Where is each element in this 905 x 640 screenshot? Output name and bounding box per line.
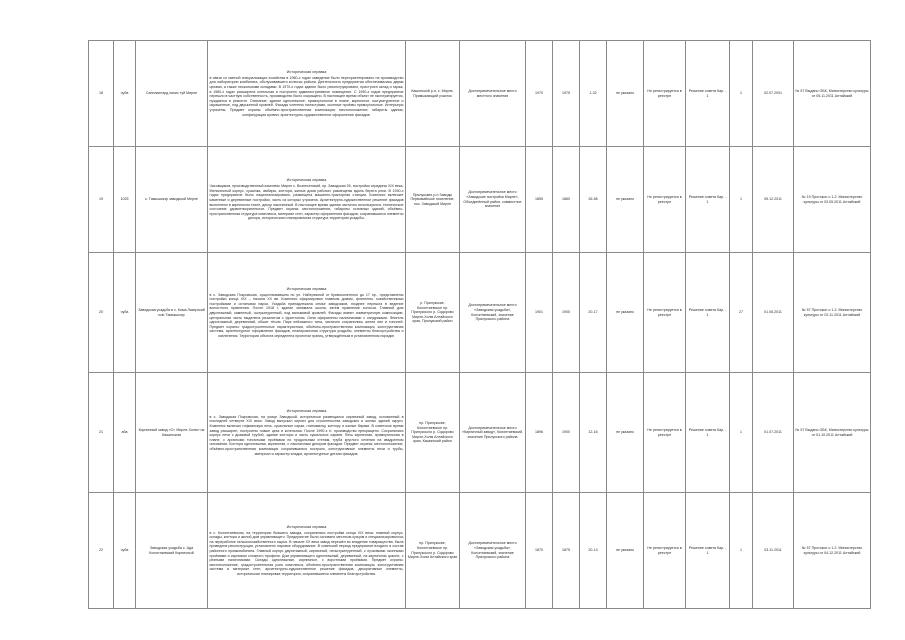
decision-reference-cell: Решение совета Кар. - 1 [686,41,730,147]
registry-code-cell: чуба [114,493,136,609]
description-heading: Историческая справка [286,524,327,529]
object-location-cell: Кашинский р-н, с. Мирле, Примыкающий участок [406,41,460,147]
protection-status-cell: Не регистрируется в реестре [644,373,686,493]
object-description-cell [208,373,406,493]
document-count-cell: 1 [730,373,753,493]
registry-code-cell: 1025 [114,147,136,253]
object-status-cell: не указано [607,253,644,373]
object-description-cell [208,147,406,253]
construction-year-start-cell: 1970 [526,41,553,147]
construction-year-start-cell: 1855 [526,147,553,253]
object-status-cell: не указано [607,41,644,147]
decision-date-cell: 01.08.2011 [753,253,794,373]
document-reference-cell: № 57 Протокол о 1-2. Министерство культуры от 02.11.2011 Алтайский [794,253,871,373]
description-text: в с. Заводская Покровская, существовавшем по ул. Набережной от Кривоколенного до 17 пр., представлены постройки конца XIX – начала XX вв. Комплекс сформирован главным домом, флигелем, хозяйственными постройками и остатками парка. Усадьба принадлежала семье заводчиков, позднее перешла в ведение волостного правления. После 1918 г. здание занимала школа, затем правление колхоза. Главный дом двухэтажный, каменный, оштукатуренный, под вальмовой кровлей. Фасады имеют симметричную композицию, центральная часть выделена ризалитом с фронтоном. Окна оформлены наличниками с сандриками. Флигель одноэтажный, деревянный, обшит тёсом. Парк пейзажного типа, частично сохранились аллеи лип и тополей. Предмет охраны: градостроительные характеристики, объёмно-пространственная композиция, конструктивная система, архитектурное оформление фасадов, планировочная структура усадьбы, элементы благоустройства и озеленения. Территория объекта определена проектом границ, утверждённым в установленном порядке. [209,292,404,338]
row-number-cell: 19 [89,147,114,253]
protection-status-cell: Не регистрируется в реестре [644,493,686,609]
description-text: в с. Колонтаевском, на территории бывшего завода, сохранились постройки конца XIX века: главный корпус, склады, контора и жилой дом управляющего. Предприятие было основано местным купцом и специализировалось на переработке сельскохозяйственного сырья. В начале XX века завод перешёл во владение товарищества, была проведена реконструкция, установлено паровое оборудование. В советский период предприятие входило в состав районного промкомбината. Главный корпус двухэтажный, кирпичный, неоштукатуренный, с лучковыми оконными проёмами и карнизом сложного профиля. Дом управляющего одноэтажный, деревянный, на кирпичном цоколе, с резными наличниками. Склады одноэтажные, кирпичные, с воротными проёмами. Предмет охраны: местоположение, градостроительная роль комплекса, объёмно-пространственная композиция, конструктивная система и материал стен, архитектурно-художественное решение фасадов, декоративные элементы, историческая планировка территории, сохранившиеся элементы благоустройства. [209,530,404,576]
object-type-code-cell: 20-17 [580,253,607,373]
object-category-cell: Достопримечательное место «Кирпичный завод», Колонтаевский, значение Прилукского района [460,373,526,493]
table-row [89,373,871,493]
document-count-cell: 1 [730,41,753,147]
protection-status-cell: Не регистрируется в реестре [644,41,686,147]
construction-year-end-cell: 1860 [553,147,580,253]
decision-date-cell: 05.12.2011 [753,147,794,253]
decision-reference-cell: Решение совета Кар. - 1 [686,373,730,493]
document-count-cell: 1 [730,147,753,253]
object-status-cell: не указано [607,493,644,609]
description-heading: Историческая справка [286,69,327,74]
object-location-cell: пр. Прилукские, Колонтаевское пр. Прилукского р. Сидорово Мирле-Холм Алтайского края [406,493,460,609]
document-reference-cell: № 57 Выдано ОБК, Министерство культуры от 01.10.2011 Алтайский [794,373,871,493]
document-reference-cell: № 19 Протокол о 1-2. Министерство культуры от 03.05.2011 Алтайский [794,147,871,253]
row-number-cell: 21 [89,373,114,493]
construction-year-end-cell: 1905 [553,253,580,373]
object-name-cell: Заводская усадьба с. Ада Колонтаевский Кирпичный [136,493,208,609]
decision-date-cell: 02.07.2001 [753,41,794,147]
construction-year-start-cell: 1896 [526,373,553,493]
description-heading: Историческая справка [286,178,327,183]
object-status-cell: не указано [607,147,644,253]
table-row [89,147,871,253]
document-reference-cell: № 57 Выдано ОБК, Министерство культуры от 05.11.2011 Алтайский [794,41,871,147]
object-name-cell: Кирпичный завод «Ст. Мирле-Холм» на Кашинском [136,373,208,493]
construction-year-end-cell: 1875 [553,493,580,609]
construction-year-start-cell: 1870 [526,493,553,609]
table-row [89,493,871,609]
decision-reference-cell: Решение совета Кар. - 1 [686,147,730,253]
construction-year-end-cell: 1975 [553,41,580,147]
object-status-cell: не указано [607,373,644,493]
document-reference-cell: № 57 Протокол о 1-2. Министерство культуры от 04.12.2011 Алтайский [794,493,871,609]
table-row [89,253,871,373]
construction-year-start-cell: 1901 [526,253,553,373]
description-text: в связи со сменой специализации хозяйства в 1960-х годах заведение было переориентировано на производство для лаборатории комбината, обслуживавшего колхозы района. Деятельность предприятия обеспечивалась двумя цехами, а также несколькими складами. В 1970-х годах здание было реконструировано, пристроен склад и гараж, в 1980-х годах расширена котельная и построено административное помещение. С 1990-х годов предприятие перешло в частную собственность, производство было сокращено. В настоящее время объект не эксплуатируется, нуждается в ремонте. Описание: здание одноэтажное, прямоугольное в плане, кирпичное, оштукатуренное и окрашенное, под двускатной кровлей. Фасады членены пилястрами, оконные проёмы прямоугольные. Интерьеры утрачены. Предмет охраны: объёмно-пространственная композиция; местоположение; габариты здания; конфигурация кровли; архитектурно-художественное оформление фасадов. [209,75,404,117]
object-type-code-cell: 1-32 [580,41,607,147]
object-name-cell: Сапилахнэрд хапис туй Мирле [136,41,208,147]
registry-code-cell: чуба [114,41,136,147]
table-row [89,41,871,147]
decision-reference-cell: Решение совета Кар. - 1 [686,253,730,373]
decision-reference-cell: Решение совета Кар. - 1 [686,493,730,609]
construction-year-end-cell: 1900 [553,373,580,493]
row-number-cell: 20 [89,253,114,373]
object-description-cell [208,41,406,147]
decision-date-cell: 01.07.2011 [753,373,794,493]
protection-status-cell: Не регистрируется в реестре [644,147,686,253]
object-name-cell: с. Тамышскэр заводской Мерле [136,147,208,253]
object-description-cell [208,493,406,609]
description-heading: Историческая справка [286,408,327,413]
description-text: в с. Заводская Покровская, на улице Заводской, исторически размещался кирпичный завод, основанный в последней четверти XIX века. Завод выпускал кирпич для строительства заводских и жилых зданий округи. Комплекс включал гофманскую печь, сушильные сараи, глиномялку, контору и жилые бараки. В советское время завод расширен, построены новые цеха и котельная. После 1990-х гг. производство прекращено. Сохранились корпус печи с дымовой трубой, здание конторы и часть сушильных сараев. Печь кирпичная, прямоугольная в плане, с арочными топочными проёмами по продольным стенам, труба круглого сечения на квадратном основании. Контора одноэтажная, кирпичная, с лаконичным декором фасадов. Предмет охраны: местоположение, объёмно-пространственная композиция сохранившихся построек, конструктивные элементы печи и трубы, материал и характер кладки, архитектурные детали фасадов. [209,414,404,456]
object-type-code-cell: 26-58 [580,147,607,253]
object-location-cell: Прилукские р-н Заводы Первомайское поселение, пос. Заводской Мирле [406,147,460,253]
object-type-code-cell: 12-16 [580,373,607,493]
object-location-cell: р. Прилукские, Колонтаевское пр. Прилукского р. Сидорово Мирле-Холм Алтайского края, Прилукский район [406,253,460,373]
object-category-cell: Достопримечательное место «Заводская усадьба», Колонтаевский, значение Прилукского района [460,493,526,609]
description-heading: Историческая справка [286,286,327,291]
document-count-cell: 1 [730,493,753,609]
document-count-cell: 27 [730,253,753,373]
object-type-code-cell: 20-14 [580,493,607,609]
object-name-cell: Заводская усадьба в с. Кома Лазерский или Тамышскэр [136,253,208,373]
object-location-cell: пр. Прилукские, Колонтаевское пр. Прилукского р. Сидорово Мирле-Холм Алтайского края, Кашинский район [406,373,460,493]
row-number-cell: 22 [89,493,114,609]
registry-code-cell: аба [114,373,136,493]
heritage-registry-table [88,40,871,609]
registry-sheet [88,40,870,608]
object-category-cell: Достопримечательное место «Заводская усадьба», Колонтаевский, значение Прилукского района [460,253,526,373]
row-number-cell: 18 [89,41,114,147]
object-description-cell [208,253,406,373]
protection-status-cell: Не регистрируется в реестре [644,253,686,373]
object-category-cell: Достопримечательное место «Заводские постройки Мирле», Объединённый район, совместное значение [460,147,526,253]
registry-code-cell: чуба [114,253,136,373]
object-category-cell: Достопримечательное место местного значения [460,41,526,147]
decision-date-cell: 03.11.2011 [753,493,794,609]
description-text: Часовщиков, производственный комплекс Мирле с. Вознесенский, пр. Заводская 26, постройки середины XIX века. Мельничный корпус, сушилка, амбары, контора, жилые дома рабочих размещены вдоль берега реки. В 1930-х годах предприятие было национализировано, размещена машинно-тракторная станция. Комплекс включает каменные и деревянные постройки, часть из которых утрачена. Архитектурно-художественное решение фасадов выполнено в кирпичном стиле, декор лаконичный. В настоящее время здания частично используются, техническое состояние удовлетворительное. Предмет охраны: местоположение, габариты основных зданий, объёмно-пространственная структура комплекса, материал стен, характер оформления фасадов, сохранившиеся элементы декора, историческая планировочная структура территории усадьбы. [209,184,404,221]
